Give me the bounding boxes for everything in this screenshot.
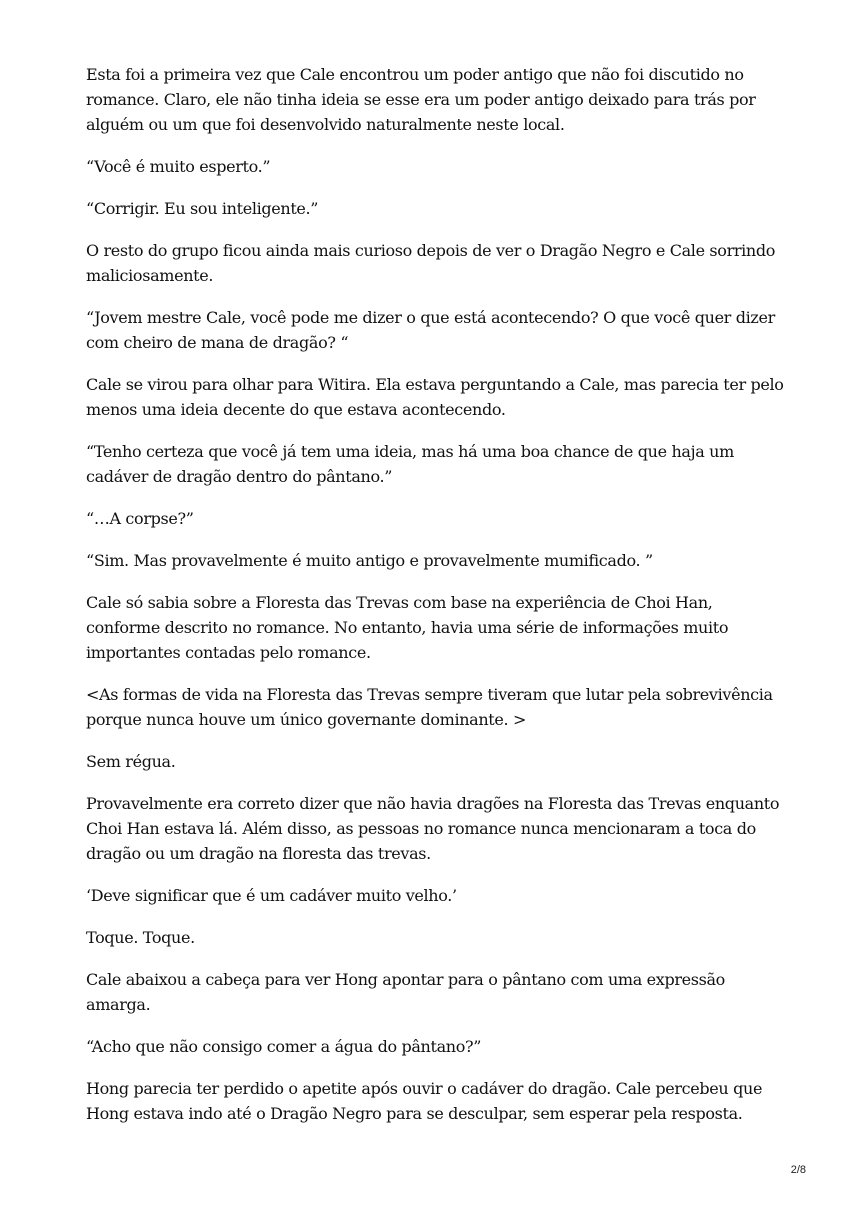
paragraph-8: “…A corpse?” [86,509,194,528]
paragraph-17: “Acho que não consigo comer a água do pântano?” [86,1037,482,1056]
paragraph-12: Sem régua. [86,752,176,771]
page-number: 2/8 [790,1164,806,1176]
paragraph-15: Toque. Toque. [86,928,195,947]
paragraph-10: Cale só sabia sobre a Floresta das Trevas com base na experiência de Choi Han, conforme descrito no romance. No entanto, havia uma série de informações muito importantes contadas pelo romance. [86,593,729,662]
paragraph-5: “Jovem mestre Cale, você pode me dizer o que está acontecendo? O que você quer dizer com cheiro de mana de dragão? “ [86,308,775,352]
paragraph-3: “Corrigir. Eu sou inteligente.” [86,199,319,218]
paragraph-1: Esta foi a primeira vez que Cale encontrou um poder antigo que não foi discutido no romance. Claro, ele não tinha ideia se esse era um poder antigo deixado para trás por alguém ou um que foi desenvolvido naturalmente neste local. [86,65,756,134]
paragraph-6: Cale se virou para olhar para Witira. Ela estava perguntando a Cale, mas parecia ter pelo menos uma ideia decente do que estava acontecendo. [86,375,784,419]
paragraph-4: O resto do grupo ficou ainda mais curioso depois de ver o Dragão Negro e Cale sorrindo maliciosamente. [86,241,776,285]
paragraph-18: Hong parecia ter perdido o apetite após ouvir o cadáver do dragão. Cale percebeu que Hong estava indo até o Dragão Negro para se desculpar, sem esperar pela resposta. [86,1079,763,1123]
paragraph-9: “Sim. Mas provavelmente é muito antigo e provavelmente mumificado. ” [86,551,653,570]
paragraph-2: “Você é muito esperto.” [86,157,271,176]
paragraph-13: Provavelmente era correto dizer que não havia dragões na Floresta das Trevas enquanto Choi Han estava lá. Além disso, as pessoas no romance nunca mencionaram a toca do dragão ou um dragão na floresta das trevas. [86,794,780,863]
paragraph-14: ‘Deve significar que é um cadáver muito velho.’ [86,886,457,905]
paragraph-11: <As formas de vida na Floresta das Trevas sempre tiveram que lutar pela sobrevivência porque nunca houve um único governante dominante. > [86,685,773,729]
paragraph-16: Cale abaixou a cabeça para ver Hong apontar para o pântano com uma expressão amarga. [86,970,725,1014]
document-body [86,62,786,1143]
paragraph-7: “Tenho certeza que você já tem uma ideia, mas há uma boa chance de que haja um cadáver de dragão dentro do pântano.” [86,442,734,486]
